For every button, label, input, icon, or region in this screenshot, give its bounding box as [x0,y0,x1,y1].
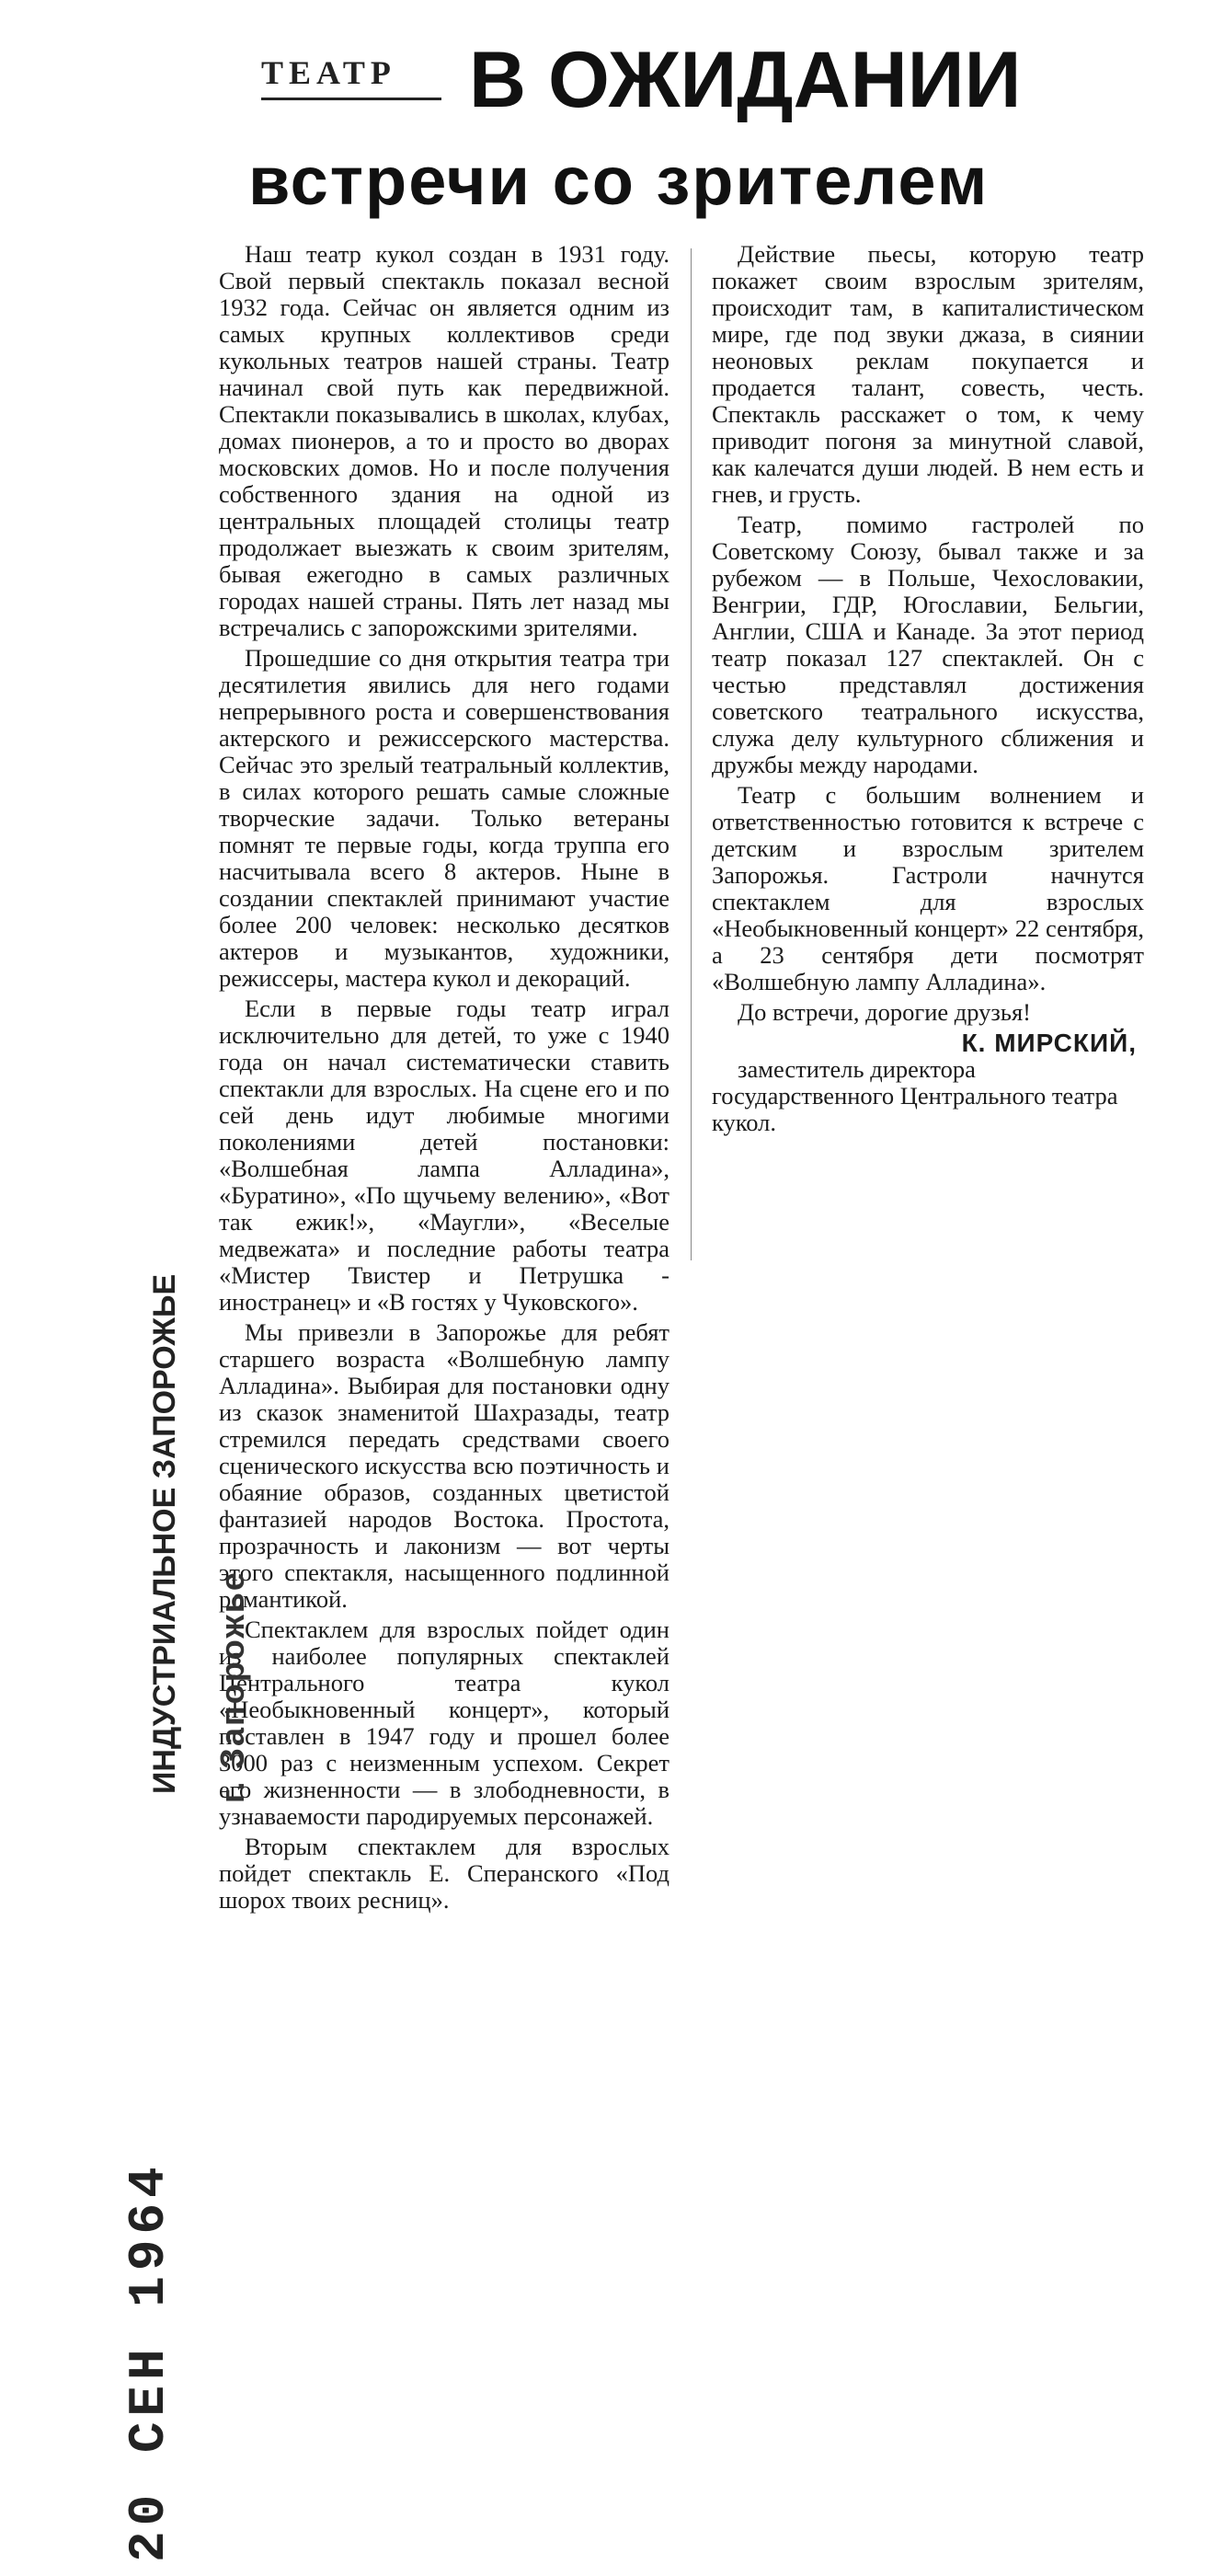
paragraph: Театр с большим волнением и ответственностью готовится к встрече с детским и взрослым зрителем Запорожья. Гастроли начнутся спектаклем для взрослых «Необыкновенный концерт» 22 сентября, а 23 сентября дети посмотрят «Волшебную лампу Алладина». [712,781,1144,995]
paragraph: Мы привезли в Запорожье для ребят старшего возраста «Волшебную лампу Алладина». Выбирая для постановки одну из сказок знаменитой Шахразады, театр стремился передать средствами своего сценического искусства всю поэтичность и обаяние образов, созданных цветистой фантазией народов Востока. Простота, прозрачность и лаконизм — вот черты этого спектакля, насыщенного подлинной романтикой. [219,1318,669,1613]
article-column-left [219,241,669,1917]
paragraph: Прошедшие со дня открытия театра три десятилетия явились для него годами непрерывного роста и совершенствования актерского и режиссерского мастерства. Сейчас это зрелый театральный коллектив, в силах которого решать самые сложные творческие задачи. Только ветераны помнят те первые годы, когда труппа его насчитывала всего 8 актеров. Ныне в создании спектаклей принимают участие более 200 человек: несколько десятков актеров и музыкантов, художники, режиссеры, мастера кукол и декораций. [219,644,669,992]
headline-line-2: встречи со зрителем [248,143,990,219]
author-name: К. МИРСКИЙ, [961,1029,1137,1057]
rubric-underline [261,98,441,100]
paragraph: Действие пьесы, которую театр покажет своим взрослым зрителям, происходит там, в капиталистическом мире, где под звуки джаза, в сиянии неоновых реклам покупается и продается талант, совесть, честь. Спектакль расскажет о том, к чему приводит погоня за минутной славой, как калечатся души людей. В нем есть и гнев, и грусть. [712,240,1144,508]
date-stamp: 20 СЕН 1964 [120,2161,178,2562]
paragraph: Театр, помимо гастролей по Советскому Союзу, бывал также и за рубежом — в Польше, Чехословакии, Венгрии, ГДР, Югославии, Бельгии, Англии, США и Канаде. За этот период театр показал 127 спектаклей. Он с честью представлял достижения советского театрального искусства, служа делу культурного сближения и дружбы между народами. [712,511,1144,778]
column-divider [691,248,692,1260]
newspaper-name-stamp: ИНДУСТРИАЛЬНОЕ ЗАПОРОЖЬЕ [147,1273,182,1794]
headline-line-1: В ОЖИДАНИИ [469,36,1022,124]
article-column-right [712,241,1144,1140]
city-stamp: г. Запорожье [213,1570,251,1803]
paragraph: Спектаклем для взрослых пойдет один из наиболее популярных спектаклей Центрального театра кукол «Необыкновенный концерт», который поставлен в 1947 году и прошел более 3000 раз с неизменным успехом. Секрет его жизненности — в злободневности, в узнаваемости пародируемых персонажей. [219,1616,669,1830]
paragraph: Наш театр кукол создан в 1931 году. Свой первый спектакль показал весной 1932 года. Сейчас он является одним из самых крупных коллективов среди кукольных театров нашей страны. Театр начинал свой путь как передвижной. Спектакли показывались в школах, клубах, домах пионеров, а то и просто во дворах московских домов. Но и после получения собственного здания на одной из центральных площадей столицы театр продолжает выезжать к своим зрителям, бывая ежегодно в самых различных городах нашей страны. Пять лет назад мы встречались с запорожскими зрителями. [219,240,669,641]
paragraph: Если в первые годы театр играл исключительно для детей, то уже с 1940 года он начал систематически ставить спектакли для взрослых. На сцене его и по сей день идут любимые многими поколениями детей постановки: «Волшебная лампа Алладина», «Буратино», «По щучьему велению», «Вот так ежик!», «Маугли», «Веселые медвежата» и последние работы театра «Мистер Твистер и Петрушка - иностранец» и «В гостях у Чуковского». [219,995,669,1316]
rubric-label: ТЕАТР [261,54,396,91]
closing-greeting: До встречи, дорогие друзья! [738,998,1031,1026]
paragraph: Вторым спектаклем для взрослых пойдет спектакль Е. Сперанского «Под шорох твоих ресниц». [219,1833,669,1914]
author-title: заместитель директора государственного Центрального театра кукол. [712,1055,1118,1136]
